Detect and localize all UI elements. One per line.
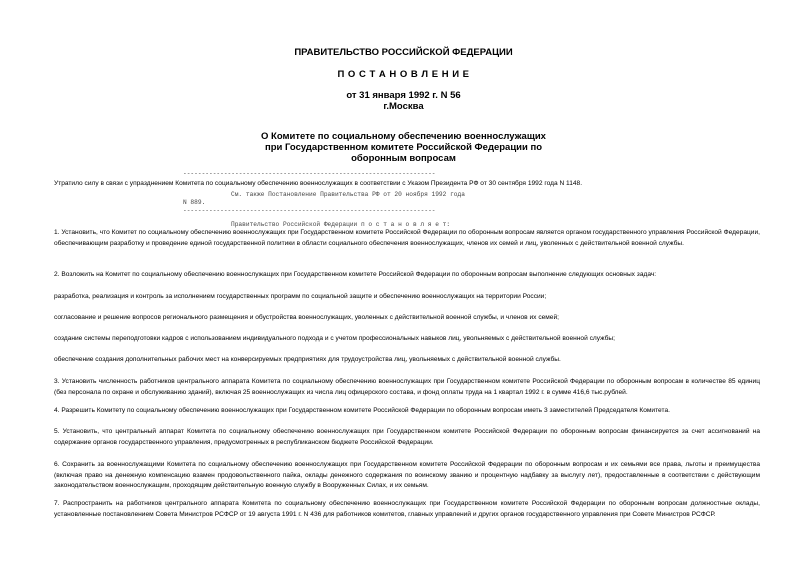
see-also-line-1: См. также Постановление Правительства РФ от 20 ноября 1992 года [231, 191, 465, 198]
paragraph-1: 1. Установить, что Комитет по социальному обеспечению военнослужащих при Государственном комитете Российской Федерации по оборонным вопросам является органом государственного управления Российской Федерации, обеспечивающим разработку и проведение единой государственной политики в области социального обеспечения военнослужащих, членов их семей и лиц, уволенных с действительной военной службы. [54, 229, 760, 247]
document-type: П О С Т А Н О В Л Е Н И Е [337, 69, 470, 80]
expired-note: Утратило силу в связи с упразднением Комитета по социальному обеспечению военнослужащих в соответствии с Указом Президента РФ от 30 сентября 1992 года N 1148. [54, 180, 583, 187]
paragraph-2a: разработка, реализация и контроль за исполнением государственных программ по социальной защите и обеспечению военнослужащих на территории России; [54, 293, 547, 300]
date-number: от 31 января 1992 г. N 56 [346, 90, 461, 101]
city: г.Москва [383, 101, 424, 112]
paragraph-2d: обеспечение создания дополнительных рабочих мест на конверсируемых предприятиях для трудоустройства лиц, увольняемых с действительной военной службы. [54, 356, 561, 363]
separator-bottom: -------------------------------------------------------------------- [183, 207, 436, 214]
paragraph-2b: согласование и решение вопросов регионального размещения и обустройства военнослужащих, уволенных с действительной военной службы, и членов их семей; [54, 314, 559, 321]
title-line-1: О Комитете по социальному обеспечению военнослужащих [261, 131, 546, 142]
see-also-line-2: N 889. [183, 199, 206, 206]
paragraph-3: 3. Установить численность работников центрального аппарата Комитета по социальному обеспечению военнослужащих при Государственном комитете Российской Федерации по оборонным вопросам в количестве 85 единиц (без персонала по охране и обслуживанию зданий), включая 25 военнослужащих из числа лиц офицерского состава, и фонд оплаты труда на 1 квартал 1992 г. в сумме 416,6 тыс.рублей. [54, 378, 760, 396]
paragraph-7: 7. Распространить на работников центрального аппарата Комитета по социальному обеспечению военнослужащих при Государственном комитете Российской Федерации по оборонным вопросам должностные оклады, установленные постановлением Совета Министров РСФСР от 19 августа 1991 г. N 436 для работников комитетов, главных управлений и других органов государственного управления при Совете Министров РСФСР. [54, 500, 760, 518]
paragraph-5: 5. Установить, что центральный аппарат Комитета по социальному обеспечению военнослужащих при Государственном комитете Российской Федерации по оборонным вопросам финансируется за счет ассигнований на содержание органов государственного управления, предусмотренных в республиканском бюджете Российской Федерации. [54, 428, 760, 446]
paragraph-4: 4. Разрешить Комитету по социальному обеспечению военнослужащих при Государственном комитете Российской Федерации по оборонным вопросам иметь 3 заместителей Председателя Комитета. [54, 407, 670, 414]
paragraph-2: 2. Возложить на Комитет по социальному обеспечению военнослужащих при Государственном комитете Российской Федерации по оборонным вопросам выполнение следующих основных задач: [54, 271, 657, 278]
paragraph-6: 6. Сохранить за военнослужащими Комитета по социальному обеспечению военнослужащих при Государственном комитете Российской Федерации по оборонным вопросам и их семьями все права, льготы и преимущества (включая право на денежную компенсацию взамен продовольственного пайка, оклады денежного содержания по воинскому званию и процентную надбавку за выслугу лет), предоставленные в соответствии с действующим законодательством военнослужащим, проходящим действительную военную службу в Вооруженных Силах, и их семьям. [54, 461, 760, 489]
title-line-2: при Государственном комитете Российской Федерации по [264, 142, 543, 153]
title-line-3: оборонным вопросам [351, 153, 456, 164]
decree-line: Правительство Российской Федерации п о с т а н о в л я е т: [231, 221, 451, 228]
paragraph-2c: создание системы переподготовки кадров с использованием индивидуального подхода и с учетом профессиональных навыков лиц, увольняемых с действительной военной службы; [54, 335, 615, 342]
government-heading: ПРАВИТЕЛЬСТВО РОССИЙСКОЙ ФЕДЕРАЦИИ [294, 47, 513, 58]
separator-top: -------------------------------------------------------------------- [183, 170, 436, 177]
